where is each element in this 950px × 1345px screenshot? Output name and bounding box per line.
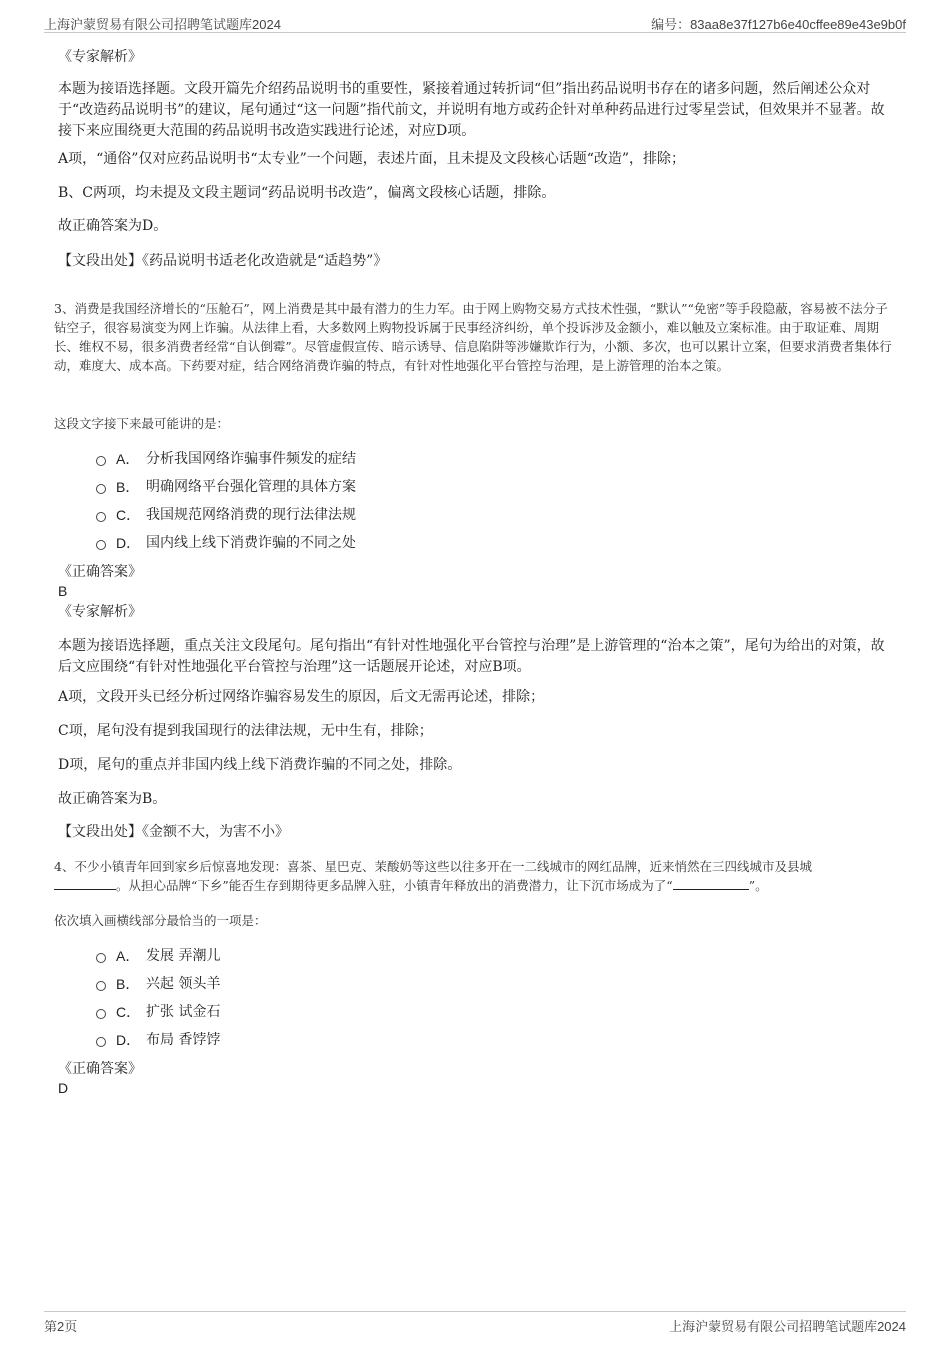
q2-item-bc: B、C两项，均未提及文段主题词“药品说明书改造”，偏离文段核心话题，排除。 <box>58 185 556 201</box>
q2-conclusion: 故正确答案为D。 <box>58 218 168 234</box>
q3-answer-label: 《正确答案》 <box>58 564 142 580</box>
page-header <box>44 12 906 33</box>
q3-option-b[interactable] <box>96 477 356 497</box>
q4-option-b[interactable] <box>96 974 220 994</box>
q3-conclusion: 故正确答案为B。 <box>58 791 167 807</box>
radio-button[interactable] <box>96 1037 106 1047</box>
q2-item-a: A项，“通俗”仅对应药品说明书“太专业”一个问题，表述片面，且未提及文段核心话题“改造”，排除； <box>58 151 686 167</box>
option-text: 兴起 领头羊 <box>146 976 221 992</box>
q4-stem-part3: ”。 <box>748 878 768 893</box>
q3-prompt: 这段文字接下来最可能讲的是： <box>54 416 230 431</box>
radio-button[interactable] <box>96 456 106 466</box>
q4-option-c[interactable] <box>96 1002 220 1022</box>
q3-item-c: C项，尾句没有提到我国现行的法律法规，无中生有，排除； <box>58 723 433 739</box>
q4-answer-label: 《正确答案》 <box>58 1061 142 1077</box>
header-title: 上海沪蒙贸易有限公司招聘笔试题库2024 <box>44 17 281 32</box>
radio-button[interactable] <box>96 953 106 963</box>
option-letter: A． <box>116 948 140 964</box>
q4-answer: D <box>58 1080 69 1096</box>
option-text: 发展 弄潮儿 <box>146 948 221 964</box>
option-letter: A． <box>116 451 140 467</box>
q4-option-d[interactable] <box>96 1030 220 1050</box>
option-text: 国内线上线下消费诈骗的不同之处 <box>146 535 356 551</box>
q3-option-c[interactable] <box>96 505 356 525</box>
q3-item-a: A项，文段开头已经分析过网络诈骗容易发生的原因，后文无需再论述，排除； <box>58 689 545 705</box>
radio-button[interactable] <box>96 484 106 494</box>
radio-button[interactable] <box>96 512 106 522</box>
q4-stem <box>54 857 899 895</box>
option-text: 布局 香饽饽 <box>146 1032 221 1048</box>
q3-option-d[interactable] <box>96 533 356 553</box>
q4-stem-part1: 4、不少小镇青年回到家乡后惊喜地发现：喜茶、星巴克、茉酸奶等这些以往多开在一二线城市的网红品牌，近来悄然在三四线城市及县城 <box>54 859 812 874</box>
q2-analysis: 本题为接语选择题。文段开篇先介绍药品说明书的重要性，紧接着通过转折词“但”指出药品说明书存在的诸多问题，然后阐述公众对于“改造药品说明书”的建议，尾句通过“这一问题”指代前文，并说明有地方或药企针对单种药品进行过零星尝试，但效果并不显著。故接下来应围绕更大范围的药品说明书改造实践进行论述，对应D项。 <box>58 81 885 139</box>
q4-stem-part2: 。从担心品牌“下乡”能否生存到期待更多品牌入驻，小镇青年释放出的消费潜力，让下沉市场成为了“ <box>116 878 673 893</box>
q2-source: 【文段出处】《药品说明书适老化改造就是“适趋势”》 <box>58 253 388 269</box>
option-letter: D． <box>116 535 141 551</box>
q3-analysis: 本题为接语选择题，重点关注文段尾句。尾句指出“有针对性地强化平台管控与治理”是上游管理的“治本之策”，尾句为给出的对策，故后文应围绕“有针对性地强化平台管控与治理”这一话题展开论述，对应B项。 <box>58 638 885 675</box>
q3-stem: 3、消费是我国经济增长的“压舱石”，网上消费是其中最有潜力的生力军。由于网上购物交易方式技术性强，“默认”“免密”等手段隐蔽，容易被不法分子钻空子，很容易演变为网上诈骗。从法律上看，大多数网上购物投诉属于民事经济纠纷，单个投诉涉及金额小，难以触及立案标准。由于取证难、周期长、维权不易，很多消费者经常“自认倒霉”。尽管虚假宣传、暗示诱导、信息陷阱等涉嫌欺诈行为，小额、多次，也可以累计立案，但要求消费者集体行动，难度大、成本高。下药要对症，结合网络消费诈骗的特点，有针对性地强化平台管控与治理，是上游管理的治本之策。 <box>54 301 892 373</box>
page-footer <box>44 1311 906 1334</box>
q3-item-d: D项，尾句的重点并非国内线上线下消费诈骗的不同之处，排除。 <box>58 757 462 773</box>
option-text: 明确网络平台强化管理的具体方案 <box>146 479 356 495</box>
header-doc-code: 编号：83aa8e37f127b6e40cffee89e43e9b0f <box>651 17 906 32</box>
option-text: 扩张 试金石 <box>146 1004 221 1020</box>
radio-button[interactable] <box>96 540 106 550</box>
q4-blank-1 <box>54 877 116 890</box>
option-letter: C． <box>116 1004 141 1020</box>
q3-option-a[interactable] <box>96 449 356 469</box>
option-letter: D． <box>116 1032 141 1048</box>
radio-button[interactable] <box>96 1009 106 1019</box>
option-letter: B． <box>116 976 140 992</box>
footer-title: 上海沪蒙贸易有限公司招聘笔试题库2024 <box>669 1319 906 1334</box>
q3-answer: B <box>58 583 68 599</box>
q2-expert-label: 《专家解析》 <box>58 49 142 65</box>
radio-button[interactable] <box>96 981 106 991</box>
page-number: 第2页 <box>44 1319 78 1334</box>
q4-prompt: 依次填入画横线部分最恰当的一项是： <box>54 913 267 928</box>
q4-option-a[interactable] <box>96 946 220 966</box>
option-letter: B． <box>116 479 140 495</box>
q3-expert-label: 《专家解析》 <box>58 604 142 620</box>
option-text: 我国规范网络消费的现行法律法规 <box>146 507 356 523</box>
option-letter: C． <box>116 507 141 523</box>
option-text: 分析我国网络诈骗事件频发的症结 <box>146 451 356 467</box>
q4-blank-2 <box>673 877 749 890</box>
q3-source: 【文段出处】《金额不大，为害不小》 <box>58 824 289 840</box>
